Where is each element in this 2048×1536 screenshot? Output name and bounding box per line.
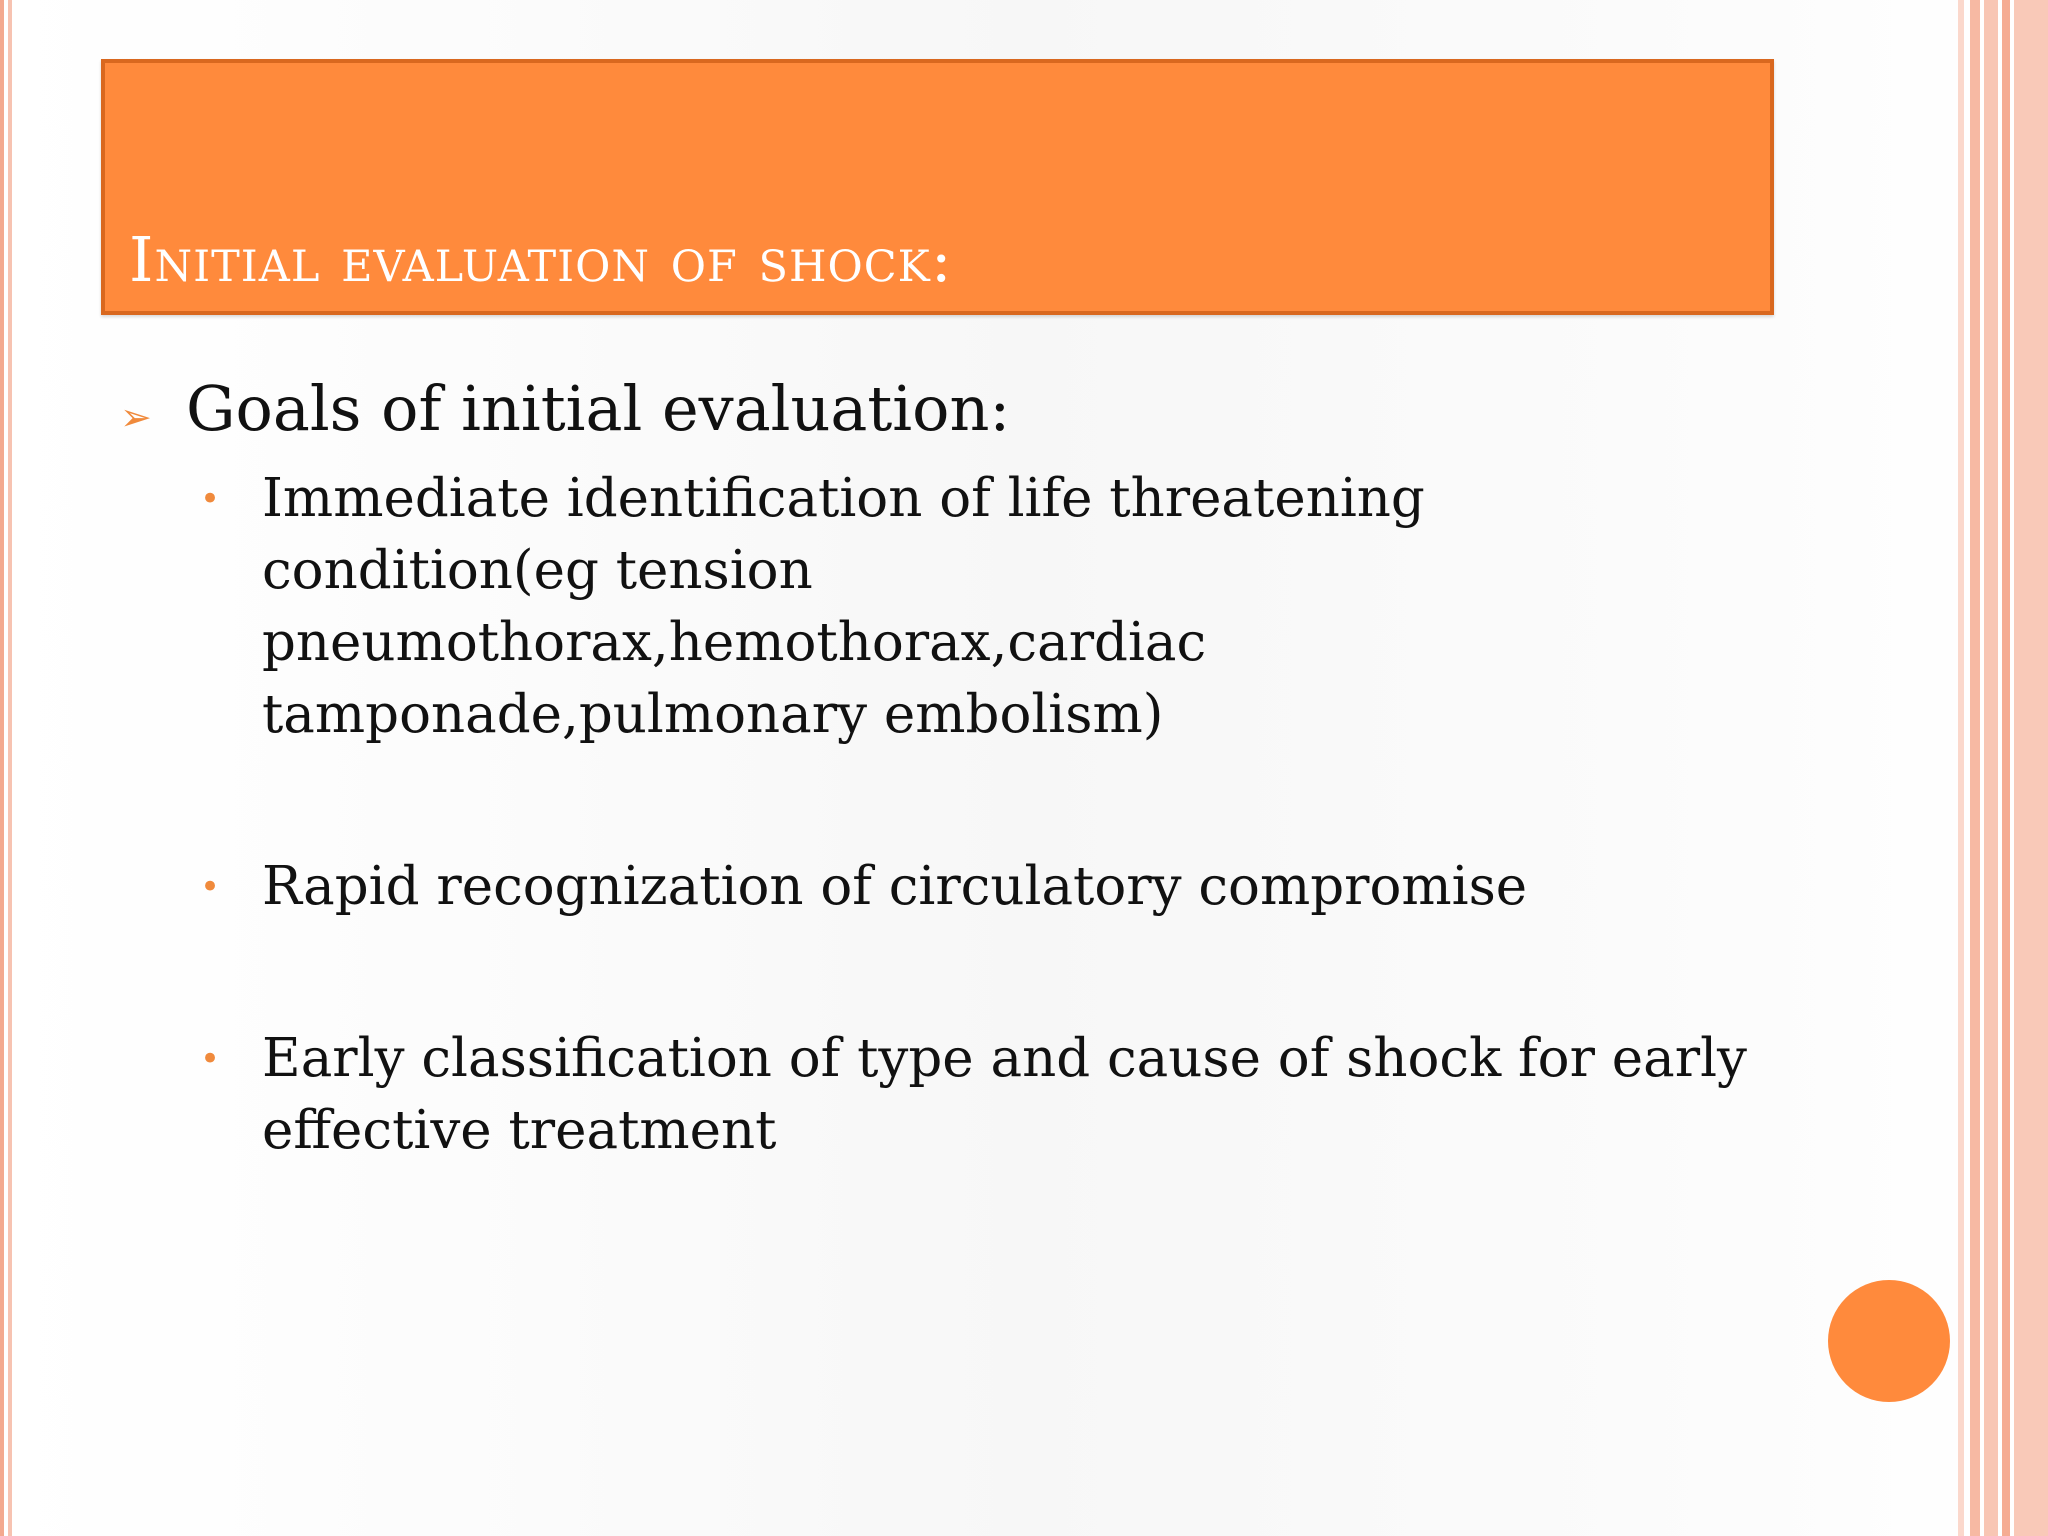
decorative-circle [1828, 1280, 1950, 1402]
list-item [200, 851, 1760, 923]
list-item-text: Immediate identification of life threatening condition(eg tension pneumothorax,hemothorax,cardiac tamponade,pulmonary embolism) [262, 468, 1425, 745]
heading-bullet [120, 372, 1760, 445]
right-decorative-stripes [1958, 0, 2048, 1536]
list-item-text: Early classification of type and cause of shock for early effective treatment [262, 1028, 1747, 1161]
title-banner [101, 59, 1774, 315]
dot-bullet-icon: • [200, 867, 221, 907]
heading-text: Goals of initial evaluation: [186, 372, 1011, 445]
list-item [200, 463, 1760, 751]
left-decorative-stripes [0, 0, 22, 1536]
dot-bullet-icon: • [200, 479, 221, 519]
slide-content [120, 372, 1760, 1267]
dot-bullet-icon: • [200, 1039, 221, 1079]
arrow-bullet-icon: ➢ [120, 395, 152, 439]
list-item [200, 1023, 1760, 1167]
slide-title: Initial evaluation of shock: [129, 223, 953, 296]
list-item-text: Rapid recognization of circulatory compromise [262, 856, 1528, 917]
